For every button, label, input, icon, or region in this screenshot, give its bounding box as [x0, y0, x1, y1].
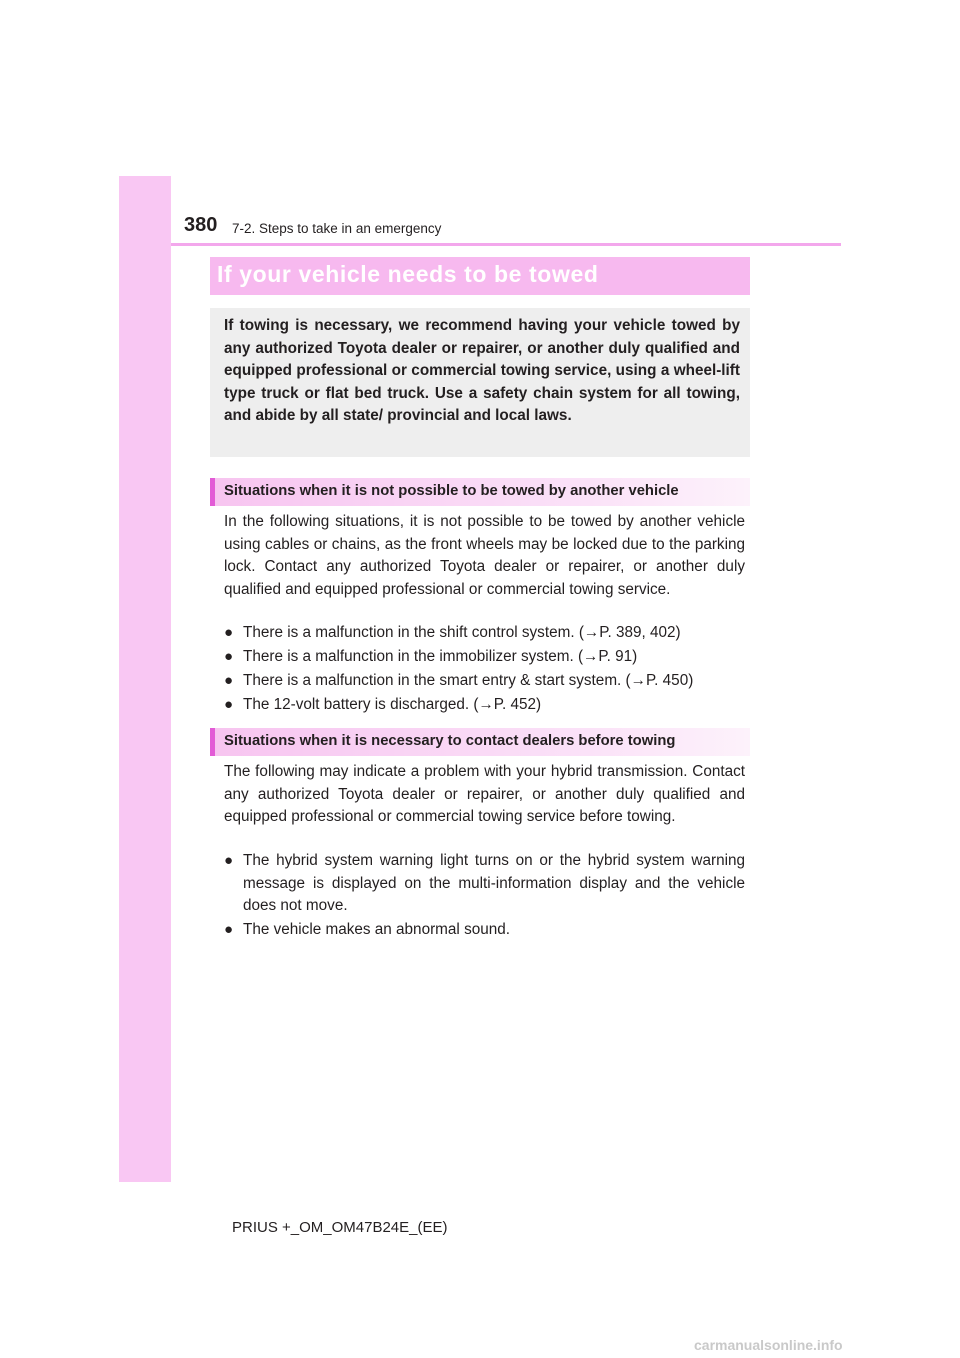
watermark: carmanualsonline.info — [694, 1337, 843, 1353]
list-item — [224, 919, 745, 942]
bullet-icon: ● — [224, 921, 234, 938]
page-title: If your vehicle needs to be towed — [217, 261, 599, 287]
bullet-icon: ● — [224, 696, 234, 713]
list-item — [224, 694, 745, 717]
intro-text: If towing is necessary, we recommend having your vehicle towed by any authorized Toyota dealer or repairer, or another duly qualified and equipped professional or commercial towing service, using a wheel-lift type truck or flat bed truck. Use a safety chain system for all towing, and abide by all state/ provincial and local laws. — [224, 317, 740, 425]
bullet-icon: ● — [224, 852, 234, 869]
page-number: 380 — [184, 214, 218, 236]
list-item-text: There is a malfunction in the smart entry & start system. (→P. 450) — [243, 672, 694, 689]
section1-heading-bar — [210, 478, 750, 506]
section1-body: In the following situations, it is not possible to be towed by another vehicle using cables or chains, as the front wheels may be locked due to the parking lock. Contact any authorized Toyota dealer or repairer, or another duly qualified and equipped professional or commercial towing service. — [224, 513, 745, 598]
document-footer: PRIUS +_OM_OM47B24E_(EE) — [232, 1219, 448, 1236]
side-color-band — [119, 176, 171, 1182]
section2-heading: Situations when it is necessary to contact dealers before towing — [224, 733, 676, 749]
list-item-text: The 12-volt battery is discharged. (→P. 452) — [243, 696, 542, 713]
list-item-text: There is a malfunction in the shift control system. (→P. 389, 402) — [243, 624, 681, 641]
bullet-icon: ● — [224, 624, 234, 641]
header-rule — [171, 243, 841, 246]
list-item-text: There is a malfunction in the immobilizer system. (→P. 91) — [243, 648, 638, 665]
heading-accent — [210, 478, 215, 506]
list-item — [224, 646, 745, 669]
list-item-text: The vehicle makes an abnormal sound. — [243, 921, 510, 938]
section2-body: The following may indicate a problem with your hybrid transmission. Contact any authorized Toyota dealer or repairer, or another duly qualified and equipped professional or commercial towing service before towing. — [224, 763, 745, 826]
section1-heading: Situations when it is not possible to be towed by another vehicle — [224, 483, 679, 499]
list-item — [224, 622, 745, 645]
heading-accent — [210, 728, 215, 756]
section-label: 7-2. Steps to take in an emergency — [232, 221, 442, 236]
list-item-text: The hybrid system warning light turns on or the hybrid system warning message is displayed on the multi-information display and the vehicle does not move. — [243, 852, 745, 915]
list-item — [224, 670, 745, 693]
bullet-icon: ● — [224, 672, 234, 689]
section2-heading-bar — [210, 728, 750, 756]
list-item — [224, 850, 745, 918]
bullet-icon: ● — [224, 648, 234, 665]
